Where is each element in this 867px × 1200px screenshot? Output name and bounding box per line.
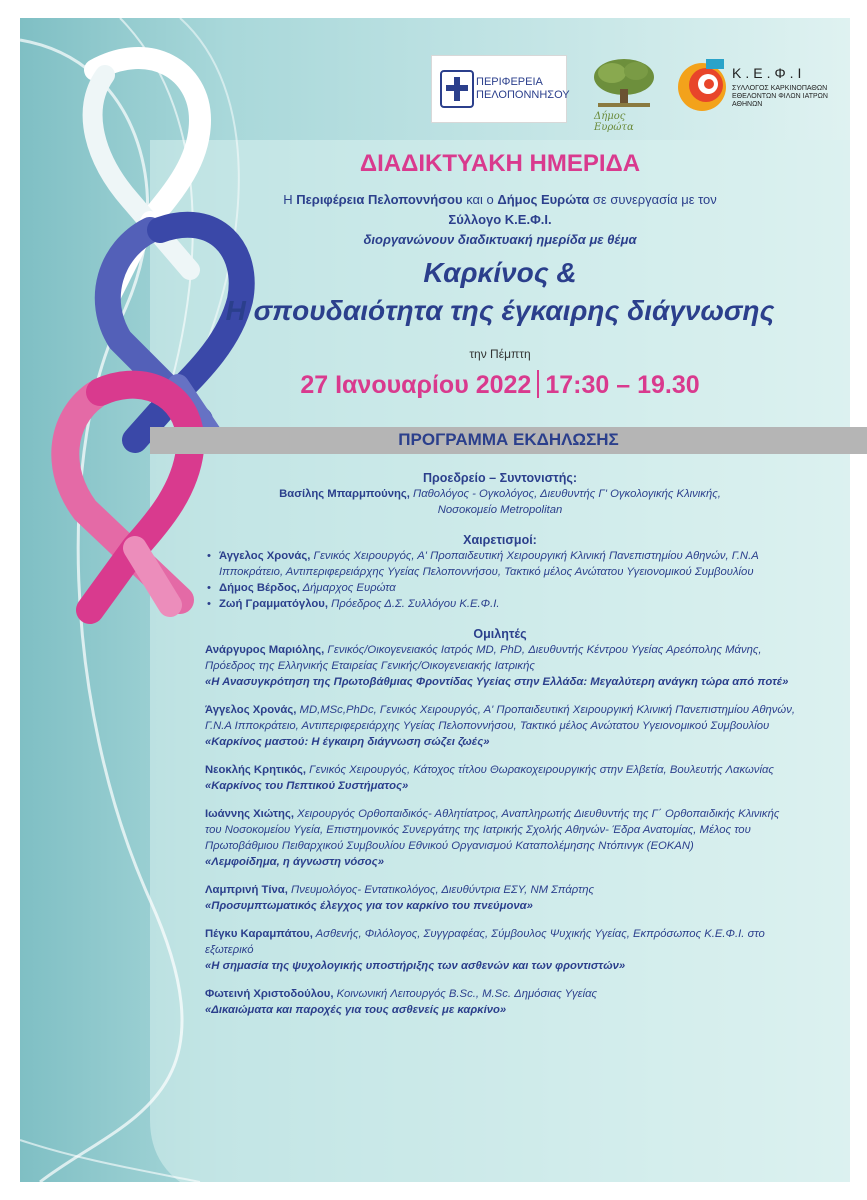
- speakers-section: [205, 626, 795, 1018]
- greetings-section: [205, 532, 795, 612]
- chair-details: Βασίλης Μπαρμπούνης, Παθολόγος - Ογκολόγος, Διευθυντής Γ' Ογκολογικής Κλινικής,: [279, 488, 721, 500]
- chair-heading: Προεδρείο – Συντονιστής:: [422, 471, 578, 485]
- list-item: • Ζωή Γραμματόγλου, Πρόεδρος Δ.Σ. Συλλόγου Κ.Ε.Φ.Ι.: [205, 596, 795, 612]
- greetings-heading: Χαιρετισμοί:: [463, 533, 537, 547]
- event-time: 17:30 – 19.30: [545, 371, 700, 399]
- speaker-entry: Άγγελος Χρονάς, MD,MSc,PhDc, Γενικός Χειρουργός, Α' Προπαιδευτική Χειρουργική Κλινική Πανεπιστημίου Αθηνών, Γ.Ν.Α Ιπποκράτειο, Αντιπεριφερειάρχης Υγείας Πελοποννήσου, Τακτικό μέλος Ανώτατου Υγειονομικού Συμβουλίου «Καρκίνος μαστού: Η έγκαιρη διάγνωση σώζει ζωές»: [205, 704, 795, 748]
- program-body: [205, 470, 795, 1018]
- chair-section: Προεδρείο – Συντονιστής: Βασίλης Μπαρμπούνης, Παθολόγος - Ογκολόγος, Διευθυντής Γ' Ογκολογικής Κλινικής, Νοσοκομείο Metropolitan: [205, 470, 795, 518]
- spiral-icon: [676, 55, 730, 115]
- talk-title: «Καρκίνος του Πεπτικού Συστήματος»: [205, 780, 409, 792]
- list-item: • Άγγελος Χρονάς, Γενικός Χειρουργός, Α' Προπαιδευτική Χειρουργική Κλινική Πανεπιστημίου Αθηνών, Γ.Ν.Α Ιπποκράτειο, Αντιπεριφερειάρχης Υγείας Πελοποννήσου, Τακτικό μέλος Ανώτατου Υγειονομικού Συμβουλίου: [205, 548, 795, 580]
- talk-title: «Λεμφοίδημα, η άγνωστη νόσος»: [205, 856, 384, 868]
- speaker-entry: Νεοκλής Κρητικός, Γενικός Χειρουργός, Κάτοχος τίτλου Θωρακοχειρουργικής στην Ελβετία, Βουλευτής Λακωνίας «Καρκίνος του Πεπτικού Συστήματος»: [205, 762, 795, 794]
- speakers-heading: Ομιλητές: [473, 627, 527, 641]
- kefi-logo-name: Κ.Ε.Φ.Ι: [732, 65, 806, 81]
- day-label: την Πέμπτη: [469, 347, 531, 361]
- list-item: • Δήμος Βέρδος, Δήμαρχος Ευρώτα: [205, 580, 795, 596]
- topic-title-line2: Η σπουδαιότητα της έγκαιρης διάγνωσης: [225, 295, 775, 326]
- greetings-list: [205, 548, 795, 612]
- date-time: [150, 370, 850, 400]
- intro-line: Η Περιφέρεια Πελοποννήσου και ο Δήμος Ευρώτα σε συνεργασία με τον: [283, 192, 717, 207]
- program-title: ΠΡΟΓΡΑΜΜΑ ΕΚΔΗΛΩΣΗΣ: [398, 430, 619, 449]
- intro-organizer: Σύλλογο Κ.Ε.Φ.Ι.: [448, 212, 552, 227]
- topic-title-line1: Καρκίνος &: [423, 257, 577, 288]
- cross-emblem-icon: [440, 70, 474, 108]
- region-logo-text: ΠΕΡΙΦΕΡΕΙΑ ΠΕΛΟΠΟΝΝΗΣΟΥ: [476, 76, 570, 101]
- talk-title: «Καρκίνος μαστού: Η έγκαιρη διάγνωση σώζει ζωές»: [205, 736, 490, 748]
- kefi-logo-subtitle: ΣΥΛΛΟΓΟΣ ΚΑΡΚΙΝΟΠΑΘΩΝ ΕΘΕΛΟΝΤΩΝ ΦΙΛΩΝ ΙΑΤΡΩΝ ΑΘΗΝΩΝ: [732, 85, 828, 108]
- speaker-entry: Φωτεινή Χριστοδούλου, Κοινωνική Λειτουργός B.Sc., M.Sc. Δημόσιας Υγείας «Δικαιώματα και παροχές για τους ασθενείς με καρκίνο»: [205, 986, 795, 1018]
- event-date: 27 Ιανουαρίου 2022: [300, 371, 532, 399]
- speaker-entry: Ιωάννης Χιώτης, Χειρουργός Ορθοπαιδικός- Αθλητίατρος, Αναπληρωτής Διευθυντής της Γ΄ Ορθοπαιδικής Κλινικής του Νοσοκομείου Υγεία, Επιστημονικός Συνεργάτης της Ιατρικής Σχολής Αθηνών- Έδρα Ανατομίας, Μέλος του Πρωτοβάθμιου Πειθαρχικού Συμβουλίου Εθνικού Οργανισμού Καταπολέμησης Ντόπινγκ (ΕΟΚΑΝ) «Λεμφοίδημα, η άγνωστη νόσος»: [205, 806, 795, 870]
- kefi-logo: [676, 55, 846, 125]
- talk-title: «Η Ανασυγκρότηση της Πρωτοβάθμιας Φροντίδας Υγείας στην Ελλάδα: Μεγαλύτερη ανάγκη τώρα από ποτέ»: [205, 676, 789, 688]
- region-logo: [431, 55, 570, 123]
- talk-title: «Η σημασία της ψυχολογικής υποστήριξης των ασθενών και των φροντιστών»: [205, 960, 626, 972]
- intro-subject: διοργανώνουν διαδικτυακή ημερίδα με θέμα: [363, 232, 637, 247]
- speaker-entry: Ανάργυρος Μαριόλης, Γενικός/Οικογενειακός Ιατρός MD, PhD, Διευθυντής Κέντρου Υγείας Αρεόπολης Μάνης, Πρόεδρος της Ελληνικής Εταιρείας Γενικής/Οικογενειακής Ιατρικής «Η Ανασυγκρότηση της Πρωτοβάθμιας Φροντίδας Υγείας στην Ελλάδα: Μεγαλύτερη ανάγκη τώρα από ποτέ»: [205, 642, 795, 690]
- evrotas-logo-caption: Δήμος Ευρώτα: [594, 111, 634, 133]
- speaker-entry: Λαμπρινή Τίνα, Πνευμολόγος- Εντατικολόγος, Διευθύντρια ΕΣΥ, ΝΜ Σπάρτης «Προσυμπτωματικός έλεγχος για τον καρκίνο του πνεύμονα»: [205, 882, 795, 914]
- talk-title: «Δικαιώματα και παροχές για τους ασθενείς με καρκίνο»: [205, 1004, 507, 1016]
- tree-icon: [584, 55, 664, 111]
- talk-title: «Προσυμπτωματικός έλεγχος για τον καρκίνο του πνεύμονα»: [205, 900, 533, 912]
- speaker-entry: Πέγκυ Καραμπάτου, Ασθενής, Φιλόλογος, Συγγραφέας, Σύμβουλος Ψυχικής Υγείας, Εκπρόσωπος Κ.Ε.Φ.Ι. στο εξωτερικό «Η σημασία της ψυχολογικής υποστήριξης των ασθενών και των φροντιστών»: [205, 926, 795, 974]
- date-separator: [537, 370, 539, 398]
- event-type-title: ΔΙΑΔΙΚΤΥΑΚΗ ΗΜΕΡΙΔΑ: [359, 150, 641, 177]
- evrotas-logo: [584, 55, 664, 133]
